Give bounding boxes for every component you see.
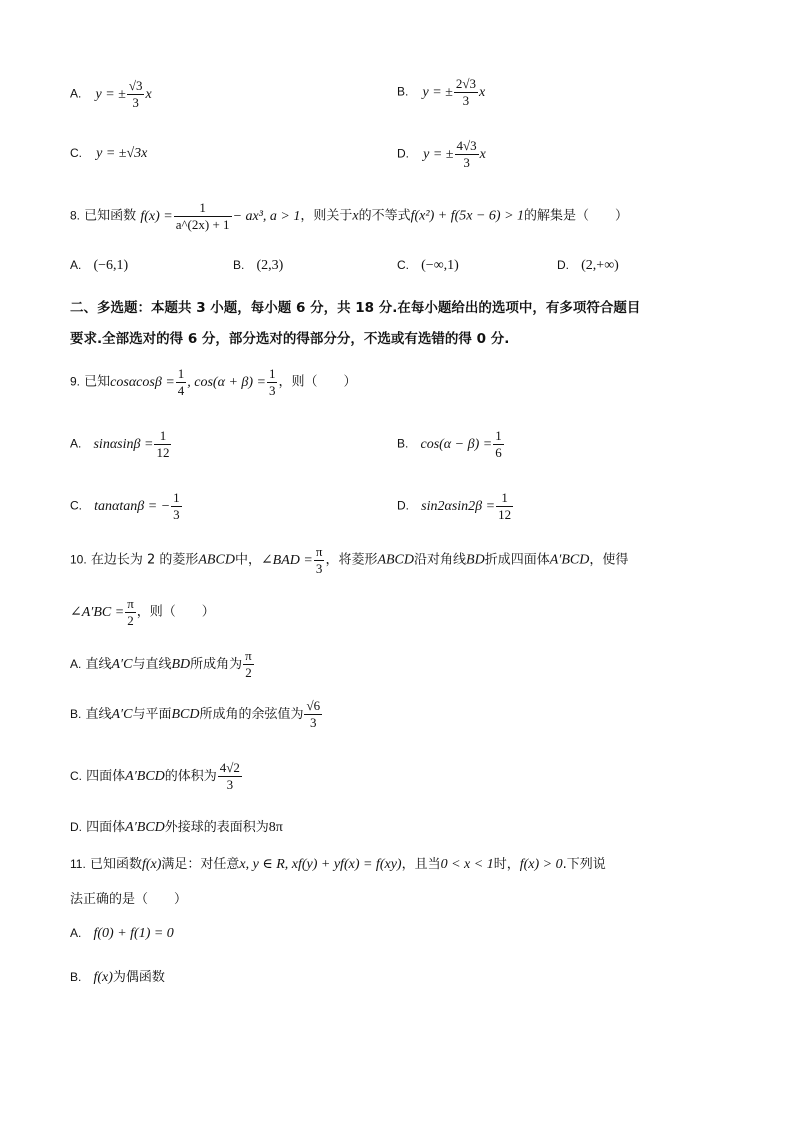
question-text: ，则（ ） [136, 604, 215, 620]
option-expr: y = ± $\frac{2√3}{3}$ x [422, 76, 486, 108]
section-header-line2: 要求.全部选对的得 6 分，部分选对的得部分分，不选或有选错的得 0 分. [70, 331, 510, 347]
question-text: ，且当 [401, 857, 441, 872]
option-text: 直线 [85, 707, 112, 722]
option-label: C. [70, 769, 82, 783]
question-text: 的不等式 [358, 208, 411, 224]
q9-option-d[interactable] [397, 490, 514, 523]
option-text: 四面体 [86, 769, 126, 784]
option-expr: tanαtanβ = − $\frac{1}{3}$ [94, 490, 180, 522]
q10-option-c[interactable]: C. 四面体A′BCD的体积为 $\frac{4√2}{3}$ [70, 760, 240, 792]
math: A′C [111, 657, 133, 672]
condition: cosαcosβ = $\frac{1}{4}$ , cos(α + β) = $\frac{1}{3}$ [110, 366, 276, 398]
angle-abc: ∠A′BC = $\frac{\pi}{2}$ [70, 596, 134, 628]
option-label: C. [397, 258, 409, 272]
question-number: 8. [70, 208, 81, 223]
option-label: B. [397, 436, 409, 451]
q8-option-c[interactable] [397, 258, 459, 274]
math: f(x) > 0 [519, 857, 563, 872]
question-text: 时， [493, 857, 520, 872]
option-expr: y = ± $\frac{√3}{3}$ x [95, 78, 152, 110]
question-10-line2 [70, 596, 215, 629]
question-10-line1 [70, 544, 628, 577]
math: BD [171, 657, 191, 672]
math: f(x) [141, 857, 162, 872]
math: A′BCD [125, 820, 165, 835]
question-11-line1 [70, 853, 606, 873]
question-text: ，将菱形 [325, 552, 378, 568]
question-text: 已知函数 [89, 857, 142, 872]
question-text: 折成四面体 [484, 552, 550, 568]
question-text: 中， [234, 552, 261, 568]
option-expr: sin2αsin2β = $\frac{1}{12}$ [421, 490, 512, 522]
option-value: (−∞,1) [421, 258, 459, 273]
question-text: ，则关于 [300, 208, 353, 224]
math: 0 < x < 1 [440, 857, 494, 872]
q8-option-d[interactable] [557, 258, 619, 274]
q10-option-a[interactable]: A. 直线A′C与直线BD所成角为 $\frac{\pi}{2}$ [70, 648, 252, 680]
q11-option-a[interactable] [70, 926, 174, 942]
q10-option-b[interactable]: B. 直线A′C与平面BCD所成角的余弦值为 $\frac{√6}{3}$ [70, 698, 321, 730]
q9-option-a[interactable] [70, 428, 172, 461]
q9-option-c[interactable] [70, 490, 183, 523]
q11-option-b[interactable] [70, 966, 165, 986]
question-9 [70, 366, 356, 399]
option-value: (2,3) [256, 258, 284, 273]
math: BCD [171, 707, 200, 722]
q8-option-a[interactable] [70, 258, 128, 274]
variable: x [352, 208, 359, 224]
option-expr: f(x) [93, 970, 113, 985]
option-expr: y = ±√3x [96, 146, 148, 161]
q10-option-d[interactable] [70, 816, 283, 836]
option-label: A. [70, 86, 82, 101]
math-tetra: A′BCD [549, 552, 590, 568]
question-number: 10. [70, 552, 87, 567]
option-label: B. [233, 258, 245, 272]
question-8 [70, 200, 628, 233]
option-expr: sinαsinβ = $\frac{1}{12}$ [93, 428, 170, 460]
math-bd: BD [466, 552, 485, 568]
math: A′C [111, 707, 133, 722]
q9-option-b[interactable] [397, 428, 505, 461]
option-label: D. [557, 258, 569, 272]
option-text: 外接球的表面积为 [164, 820, 269, 835]
option-expr: f(0) + f(1) = 0 [93, 926, 174, 941]
question-text: 满足：对任意 [161, 857, 240, 872]
option-value: (2,+∞) [581, 258, 619, 273]
option-label: C. [70, 498, 82, 513]
option-label: A. [70, 436, 82, 451]
option-label: A. [70, 657, 82, 671]
question-text: ，则（ ） [278, 374, 357, 390]
math: A′BCD [125, 769, 165, 784]
option-label: D. [397, 498, 409, 513]
option-label: A. [70, 926, 82, 940]
section-header-line1: 二、多选题：本题共 3 小题，每小题 6 分，共 18 分.在每小题给出的选项中，有多项符合题目 [70, 300, 641, 316]
question-number: 11. [70, 857, 86, 871]
option-text: 直线 [85, 657, 112, 672]
q7-option-d[interactable] [397, 138, 486, 171]
option-label: B. [397, 84, 409, 99]
option-text: 为偶函数 [112, 970, 165, 985]
functional-equation: x, y ∈ R, xf(y) + yf(x) = f(xy) [239, 857, 402, 872]
option-label: D. [397, 146, 409, 161]
option-label: D. [70, 820, 82, 834]
question-text: 沿对角线 [414, 552, 467, 568]
question-11-line2: 法正确的是（ ） [70, 892, 188, 907]
option-text: 所成角为 [190, 657, 243, 672]
q7-option-b[interactable] [397, 76, 485, 109]
option-value: (−6,1) [93, 258, 129, 273]
math-abcd: ABCD [377, 552, 415, 568]
angle-bad: ∠BAD = $\frac{\pi}{3}$ [260, 544, 323, 576]
question-text: 已知 [84, 374, 111, 390]
question-text: 已知函数 [84, 208, 137, 224]
question-text: ，使得 [589, 552, 629, 568]
function-definition: f(x) = $\frac{1}{a\^{}(2x) + 1}$ − ax³, a > 1 [140, 200, 301, 232]
option-text: 所成角的余弦值为 [199, 707, 304, 722]
option-label: C. [70, 146, 82, 160]
option-text: 与平面 [132, 707, 172, 722]
option-label: A. [70, 258, 82, 272]
math: 8π [268, 820, 283, 835]
option-label: B. [70, 970, 82, 984]
question-number: 9. [70, 374, 81, 389]
math-abcd: ABCD [198, 552, 235, 568]
q7-option-c[interactable] [70, 146, 147, 162]
inequality: f(x²) + f(5x − 6) > 1 [410, 208, 525, 224]
option-text: 与直线 [132, 657, 172, 672]
question-text: 的解集是（ ） [524, 208, 629, 224]
option-text: 的体积为 [164, 769, 217, 784]
q7-option-a[interactable] [70, 78, 152, 111]
question-text: 在边长为 2 的菱形 [90, 552, 199, 568]
option-label: B. [70, 707, 82, 721]
option-expr: y = ± $\frac{4√3}{3}$ x [423, 138, 486, 170]
q8-option-b[interactable] [233, 258, 283, 274]
question-text: .下列说 [562, 857, 606, 872]
option-text: 四面体 [86, 820, 126, 835]
option-expr: cos(α − β) = $\frac{1}{6}$ [420, 428, 502, 460]
